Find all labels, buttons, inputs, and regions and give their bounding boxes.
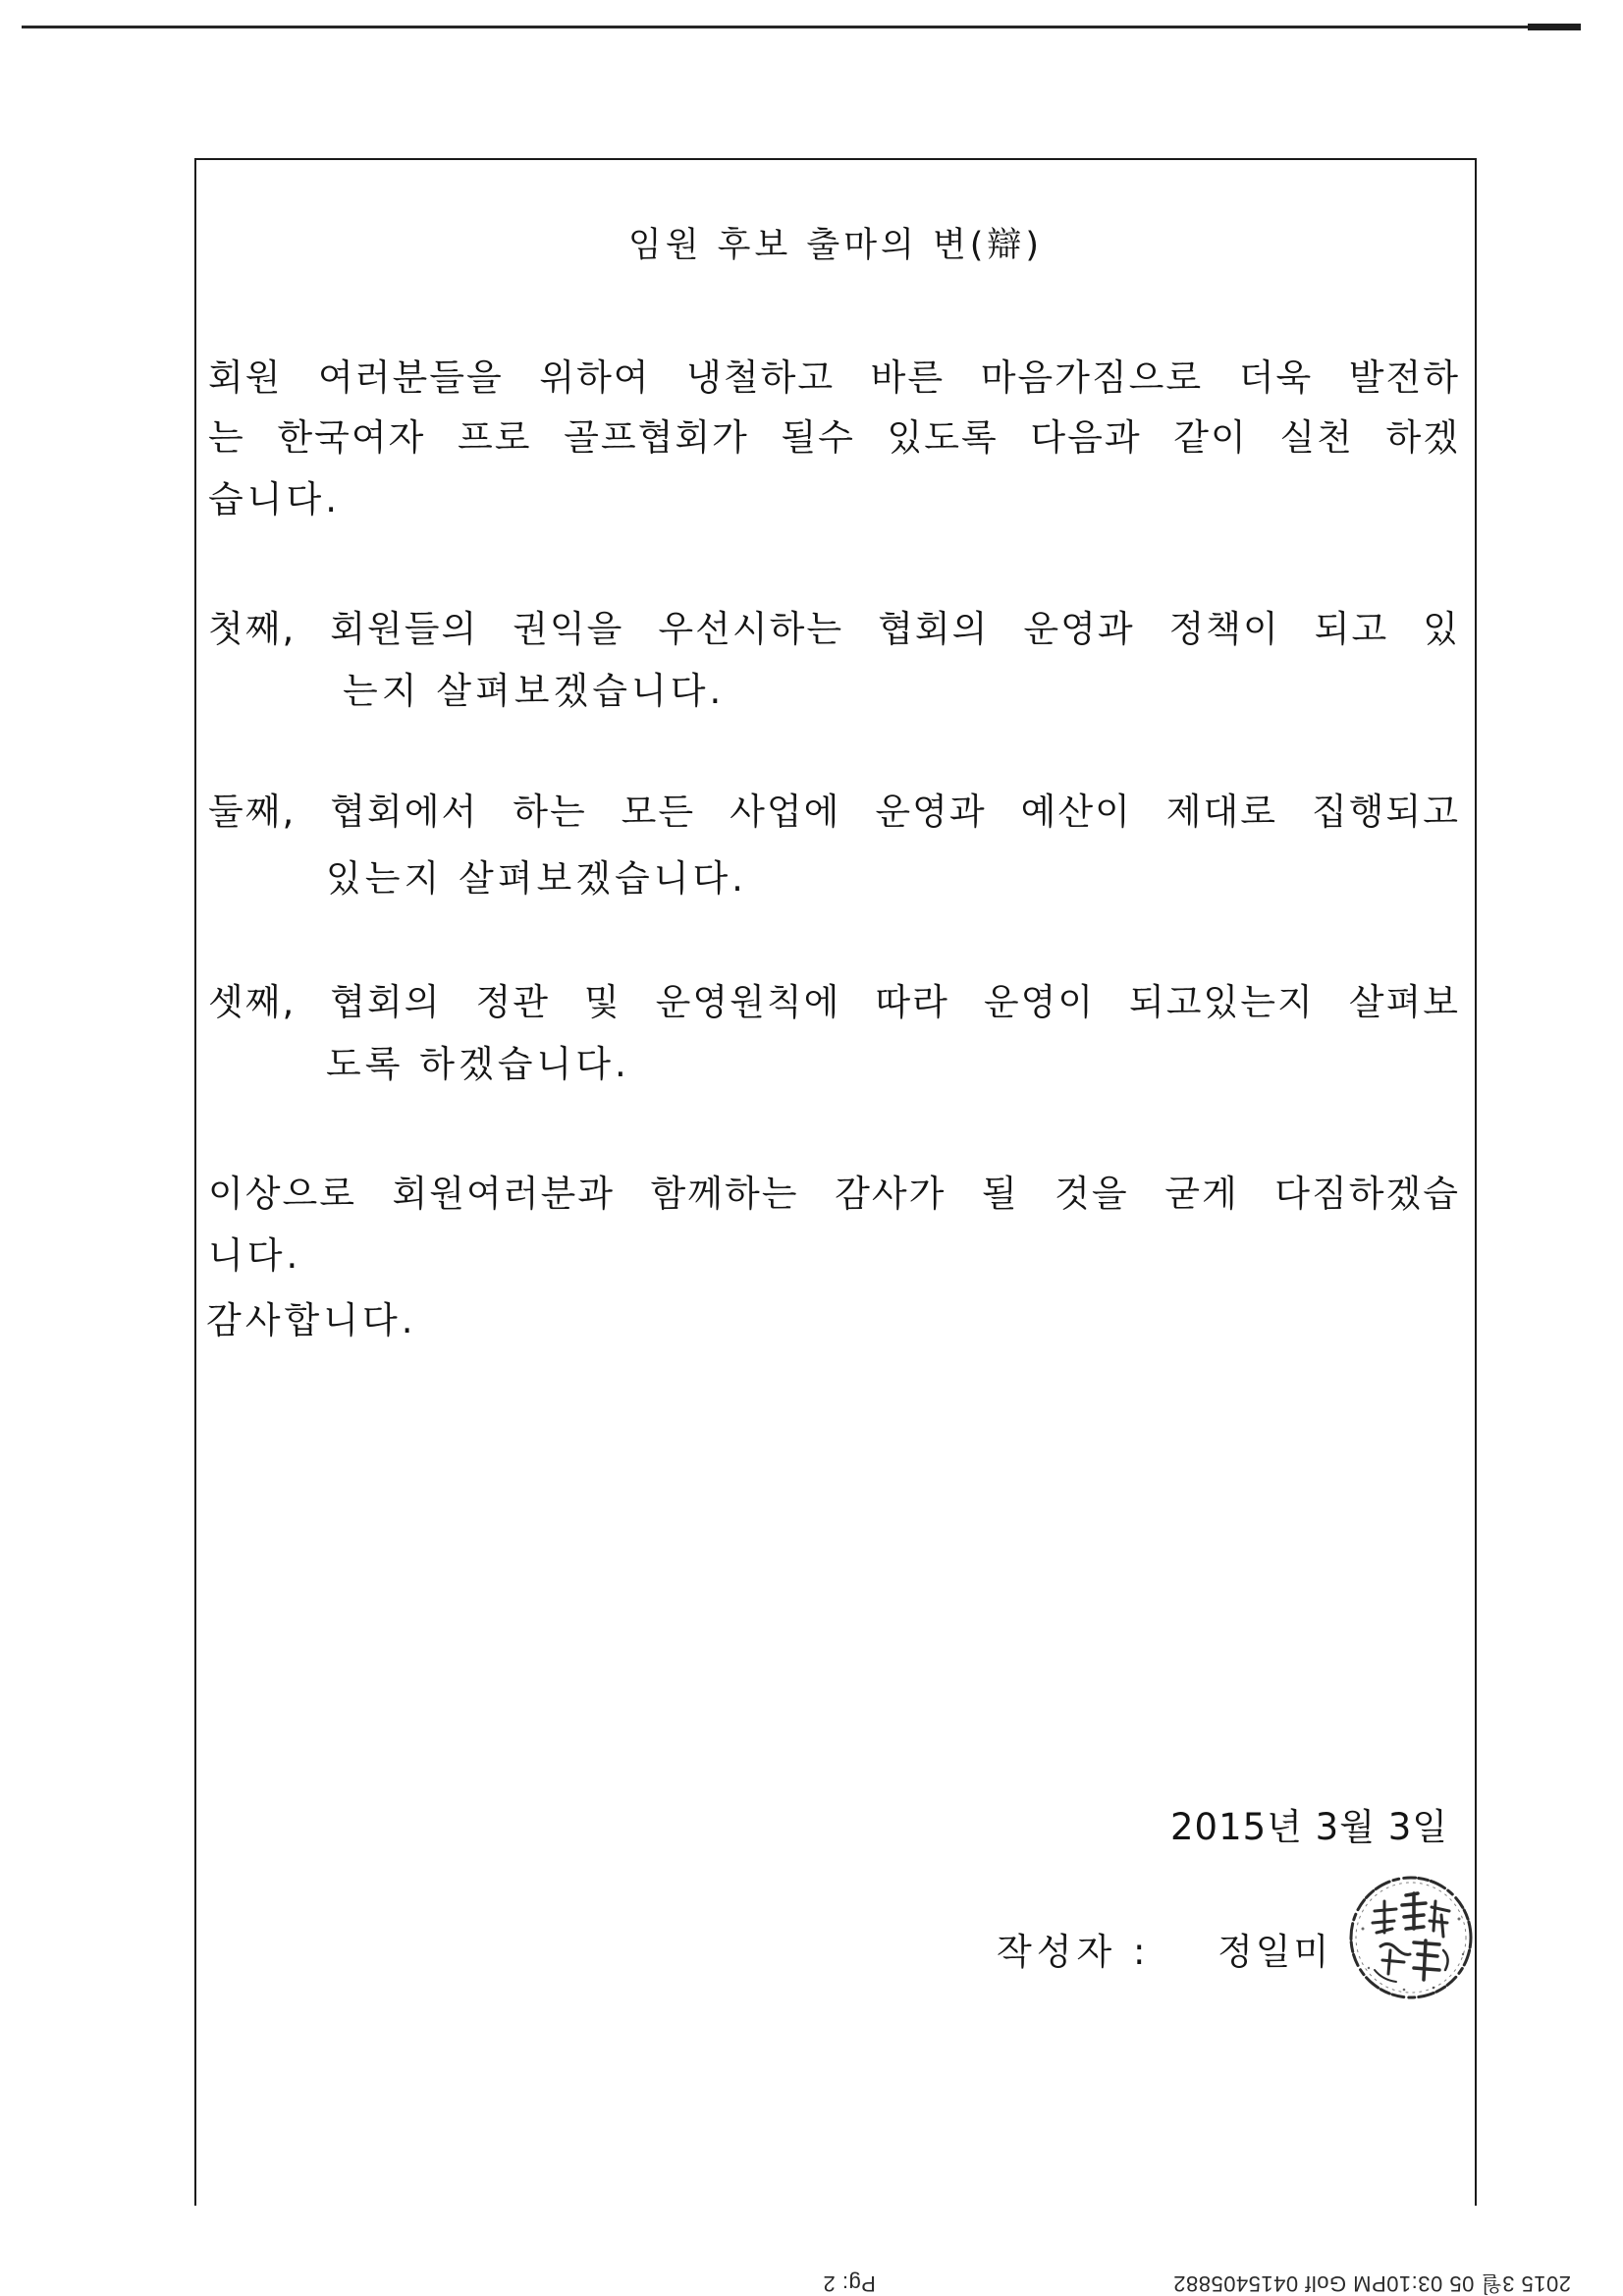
seal-stamp [1345, 1872, 1477, 2003]
pledge-third-line: 셋째, 협회의 정관 및 운영원칙에 따라 운영이 되고있는지 살펴보 [208, 981, 1460, 1023]
seal-stamp-graphic [1345, 1872, 1477, 2003]
author-label: 작성자 : [997, 1931, 1151, 1973]
pledge-second-line: 둘째, 협회에서 하는 모든 사업에 운영과 예산이 제대로 집행되고 [208, 791, 1460, 833]
fax-page-number: Pg: 2 [823, 2271, 876, 2296]
document-title: 임원 후보 출마의 변(辯) [627, 226, 1044, 265]
document-date: 2015년 3월 3일 [1170, 1806, 1448, 1848]
intro-line: 회원 여러분들을 위하여 냉철하고 바른 마음가짐으로 더욱 발전하 [208, 356, 1460, 399]
fax-edge-rule-thick [1528, 24, 1581, 30]
fax-transmission-info: 2015 3월 05 03:10PM Golf 0415405882 [1172, 2271, 1571, 2296]
thank-you-line: 감사합니다. [206, 1299, 417, 1341]
author-name: 정일미 [1217, 1931, 1332, 1973]
pledge-continuation-line: 는지 살펴보겠습니다. [343, 670, 726, 712]
closing-line: 니다. [208, 1234, 302, 1277]
fax-transmission-header [823, 2272, 1571, 2294]
intro-line: 는 한국여자 프로 골프협회가 될수 있도록 다음과 같이 실천 하겠 [208, 416, 1460, 459]
pledge-continuation-line: 있는지 살펴보겠습니다. [326, 857, 747, 900]
fax-edge-rule [22, 26, 1581, 28]
pledge-first-line: 첫째, 회원들의 권익을 우선시하는 협회의 운영과 정책이 되고 있 [208, 608, 1460, 650]
intro-line: 습니다. [208, 478, 341, 520]
closing-line: 이상으로 회원여러분과 함께하는 감사가 될 것을 굳게 다짐하겠습 [208, 1173, 1460, 1215]
pledge-continuation-line: 도록 하겠습니다. [326, 1043, 630, 1085]
